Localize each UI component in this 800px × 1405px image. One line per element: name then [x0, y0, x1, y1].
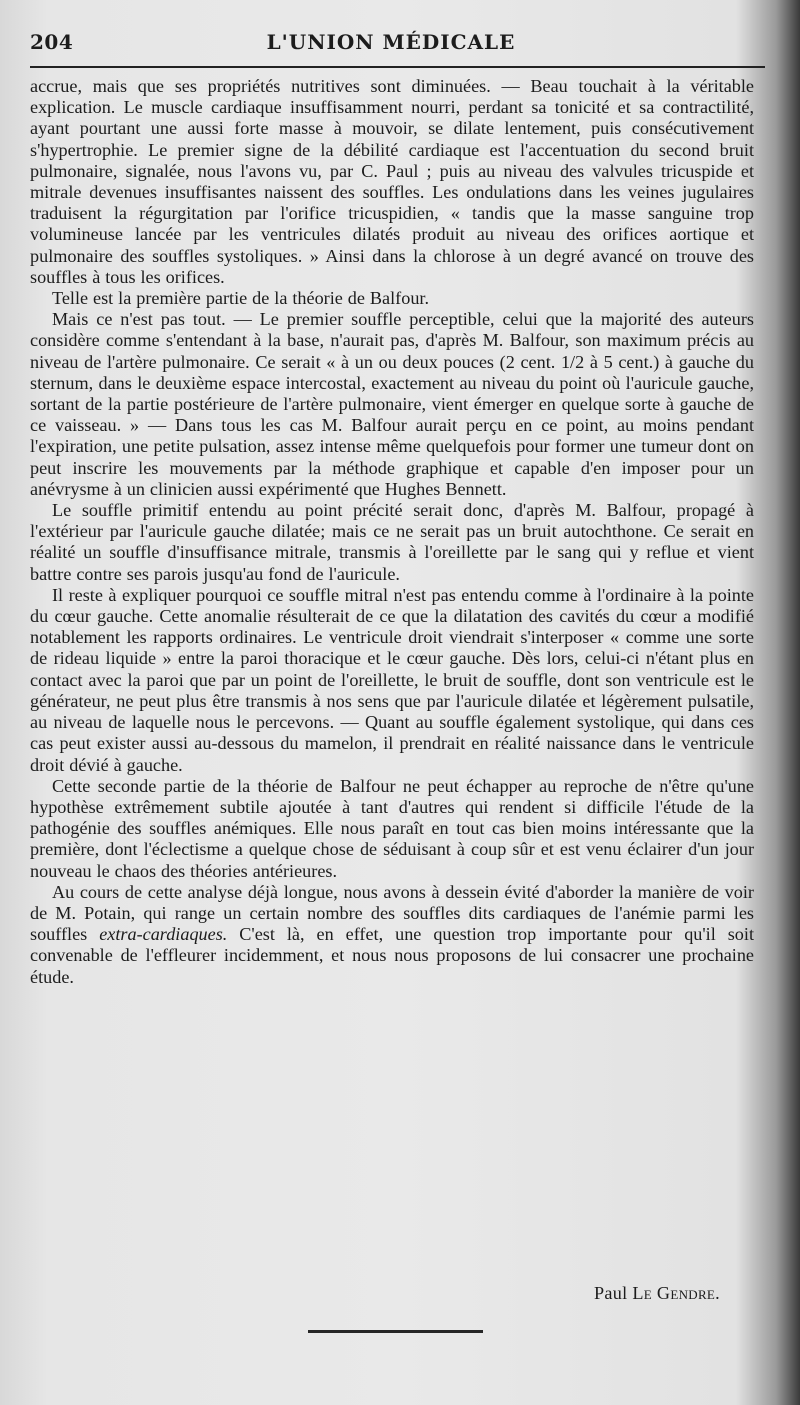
- article-body: [30, 76, 754, 988]
- paragraph-second-part-critique: Cette seconde partie de la théorie de Balfour ne peut échapper au reproche de n'être qu'une hypothèse extrêmement subtile ajoutée à tant d'autres qui rendent si difficile l'étude de la pathogénie des souffles anémiques. Elle nous paraît en tout cas bien moins intéressante que la première, dont l'éclectisme a quelque chose de séduisant à coup sûr et est venu éclairer d'un jour nouveau le chaos des théories antérieures.: [30, 775, 754, 881]
- header-rule: [30, 66, 765, 68]
- author-signature: [520, 1283, 720, 1304]
- author-last-name: Le Gendre.: [632, 1283, 720, 1303]
- end-of-article-rule: [308, 1330, 483, 1333]
- paragraph-mitral-explanation: Il reste à expliquer pourquoi ce souffle mitral n'est pas entendu comme à l'ordinaire à la pointe du cœur gauche. Cette anomalie résulterait de ce que la dilatation des cavités du cœur a modifié notablement les rapports ordinaires. Le ventricule droit viendrait s'interposer « comme une sorte de rideau liquide » entre la paroi thoracique et le cœur gauche. Dès lors, celui-ci n'étant plus en contact avec la paroi que par un point de l'oreillette, le bruit de souffle, dont son ventricule est le générateur, ne peut plus être transmis à nos sens que par l'auricule dilatée et légèrement pulsatile, au niveau de laquelle nous le percevons. — Quant au souffle également systolique, qui dans ces cas peut exister aussi au-dessous du mamelon, il prendrait en réalité naissance dans le ventricule droit dévié à gauche.: [30, 584, 754, 775]
- paragraph-primitive-souffle: Le souffle primitif entendu au point précité serait donc, d'après M. Balfour, propagé à l'extérieur par l'auricule gauche dilatée; mais ce ne serait pas un bruit autochthone. Ce serait en réalité un souffle d'insuffisance mitrale, transmis à l'oreillette par le sang qui y reflue et vient battre contre ses parois jusqu'au fond de l'auricule.: [30, 500, 754, 584]
- paragraph-balfour-maximum: Mais ce n'est pas tout. — Le premier souffle perceptible, celui que la majorité des auteurs considère comme s'entendant à la base, n'aurait pas, d'après M. Balfour, son maximum précis au niveau de l'artère pulmonaire. Ce serait « à un ou deux pouces (2 cent. 1/2 à 5 cent.) à gauche du sternum, dans le deuxième espace intercostal, exactement au niveau du point où l'auricule gauche, sortant de la partie postérieure de l'artère pulmonaire, vient émerger en quelque sorte à gauche de ce vaisseau. » — Dans tous les cas M. Balfour aurait perçu en ce point, au moins pendant l'expiration, une petite pulsation, assez intense même quelquefois pour former une tumeur dont on peut inscrire les mouvements par la méthode graphique et capable d'en imposer pour un anévrysme à un clinicien aussi expérimenté que Hughes Bennett.: [30, 309, 754, 499]
- journal-title: L'UNION MÉDICALE: [266, 30, 516, 54]
- paragraph-first-part-summary: Telle est la première partie de la théorie de Balfour.: [52, 288, 430, 309]
- potain-text-after: C'est là, en effet, une question trop importante pour qu'il soit convenable de l'effleurer incidemment, et nous nous proposons de lui consacrer une prochaine étude.: [30, 924, 755, 987]
- potain-italic-term: extra-cardiaques.: [99, 924, 228, 945]
- potain-text-before: Au cours de cette analyse déjà longue, nous avons à dessein évité d'aborder la manière de voir de M. Potain, qui range un certain nombre des souffles dits cardiaques de l'anémie parmi les souffles: [30, 881, 754, 945]
- paragraph-continuation: accrue, mais que ses propriétés nutritives sont diminuées. — Beau touchait à la véritable explication. Le muscle cardiaque insuffisamment nourri, perdant sa tonicité et sa contractilité, ayant pourtant une aussi forte masse à mouvoir, se dilate lentement, puis consécutivement s'hypertrophie. Le premier signe de la débilité cardiaque est l'accentuation du second bruit pulmonaire, signalée, nous l'avons vu, par C. Paul ; puis au niveau des valvules tricuspide et mitrale devenues insuffisantes naissent des souffles. Les ondulations dans les veines jugulaires traduisent la régurgitation par l'orifice tricuspidien, « tandis que la masse sanguine trop volumineuse lancée par les ventricules dilatés produit au niveau des orifices aortique et pulmonaire des souffles systoliques. » Ainsi dans la chlorose à un degré avancé on trouve des souffles à tous les orifices.: [30, 76, 754, 287]
- running-head: [30, 30, 752, 60]
- author-first-name: Paul: [594, 1283, 633, 1303]
- paragraph-potain-mention: [30, 882, 754, 988]
- page-number: 204: [30, 30, 74, 54]
